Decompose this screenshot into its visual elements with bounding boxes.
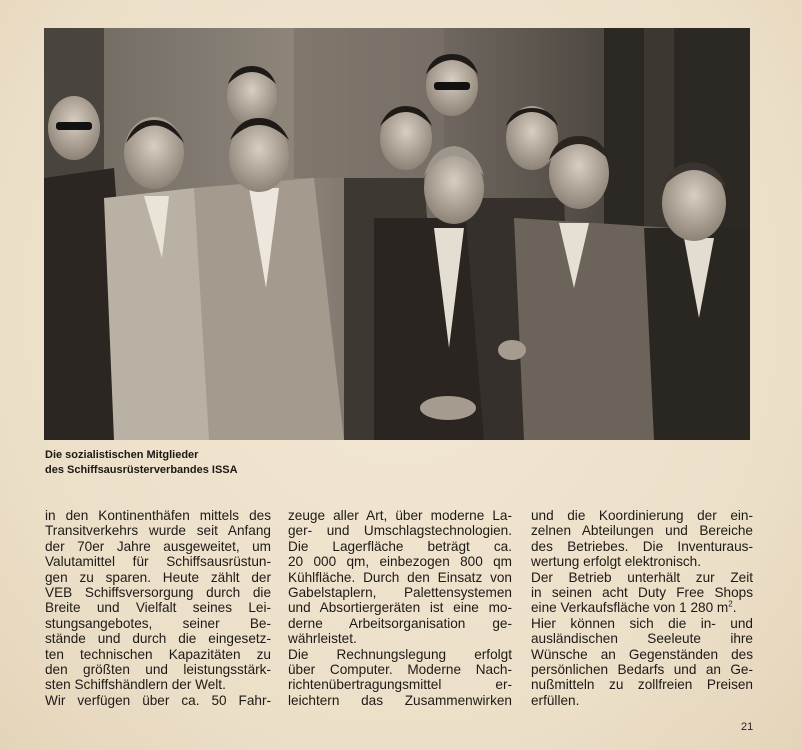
text-line: Breite und Vielfalt seines Lei- (45, 600, 271, 616)
text-line: in den Kontinenthäfen mittels des (45, 508, 271, 523)
text-line: nußmitteln zu zollfreien Preisen (531, 677, 753, 693)
text-line: in seinen acht Duty Free Shops (531, 584, 753, 600)
text-line: ger- und Umschlagstechnologien. (288, 523, 512, 539)
text-line: richtenübertragungsmittel er- (288, 677, 512, 693)
text-line: stungsangebotes, seiner Be- (45, 615, 271, 631)
text-line: stände und durch die eingesetz- (45, 631, 271, 647)
text-line: über Computer. Moderne Nach- (288, 661, 512, 677)
text-line: ausländischen Seeleute ihre (531, 631, 753, 647)
text-line-period: . (732, 600, 737, 616)
text-line: Kühlfläche. Durch den Einsatz von (288, 569, 512, 585)
text-line: zelnen Abteilungen und Bereiche (531, 523, 753, 539)
text-line: Transitverkehrs wurde seit Anfang (45, 523, 271, 539)
text-line: leichtern das Zusammenwirken (288, 692, 512, 708)
text-line: gen zu sparen. Heute zählt der (45, 569, 271, 585)
text-line: Wünsche an Gegenständen des (531, 646, 753, 662)
superscript: 2 (728, 599, 733, 609)
group-photo-illustration (44, 28, 750, 440)
text-line: Hier können sich die in- und (531, 615, 753, 631)
text-line: Wir verfügen über ca. 50 Fahr- (45, 692, 271, 708)
text-line: ten technischen Kapazitäten zu (45, 646, 271, 662)
text-column-1 (45, 508, 271, 708)
page-number: 21 (741, 721, 754, 733)
text-line: VEB Schiffsversorgung durch die (45, 584, 271, 600)
text-line: erfüllen. (531, 692, 580, 708)
text-line: derne Arbeitsorganisation ge- (288, 615, 512, 631)
text-line (531, 600, 753, 615)
text-line: der 70er Jahre ausgeweitet, um (45, 538, 271, 554)
text-line: Gabelstaplern, Palettensystemen (288, 584, 512, 600)
text-line: persönlichen Bedarfs und an Ge- (531, 661, 753, 677)
text-line: währleistet. (288, 631, 357, 647)
text-line: wertung erfolgt elektronisch. (531, 554, 702, 570)
photo-caption (45, 448, 365, 478)
text-line-content: eine Verkaufsfläche von 1 280 m (531, 600, 729, 616)
caption-line: Die sozialistischen Mitglieder (45, 449, 199, 461)
text-line: Valutamittel für Schiffsausrüstun- (45, 554, 271, 570)
text-line: sten Schiffshändlern der Welt. (45, 677, 226, 693)
text-line: Die Rechnungslegung erfolgt (288, 646, 512, 662)
text-line: und die Koordinierung der ein- (531, 508, 753, 523)
text-line: Die Lagerfläche beträgt ca. (288, 538, 512, 554)
text-column-3 (531, 508, 753, 708)
group-photo (44, 28, 750, 440)
text-column-2 (288, 508, 512, 708)
text-line: 20 000 qm, einbezogen 800 qm (288, 554, 512, 570)
caption-line: des Schiffsausrüsterverbandes ISSA (45, 464, 238, 476)
text-line: und Absortiergeräten ist eine mo- (288, 600, 512, 616)
text-line: zeuge aller Art, über moderne La- (288, 508, 512, 523)
text-line: den größten und leistungsstärk- (45, 661, 271, 677)
text-line: Der Betrieb unterhält zur Zeit (531, 569, 753, 585)
text-line: des Betriebes. Die Inventuraus- (531, 538, 753, 554)
